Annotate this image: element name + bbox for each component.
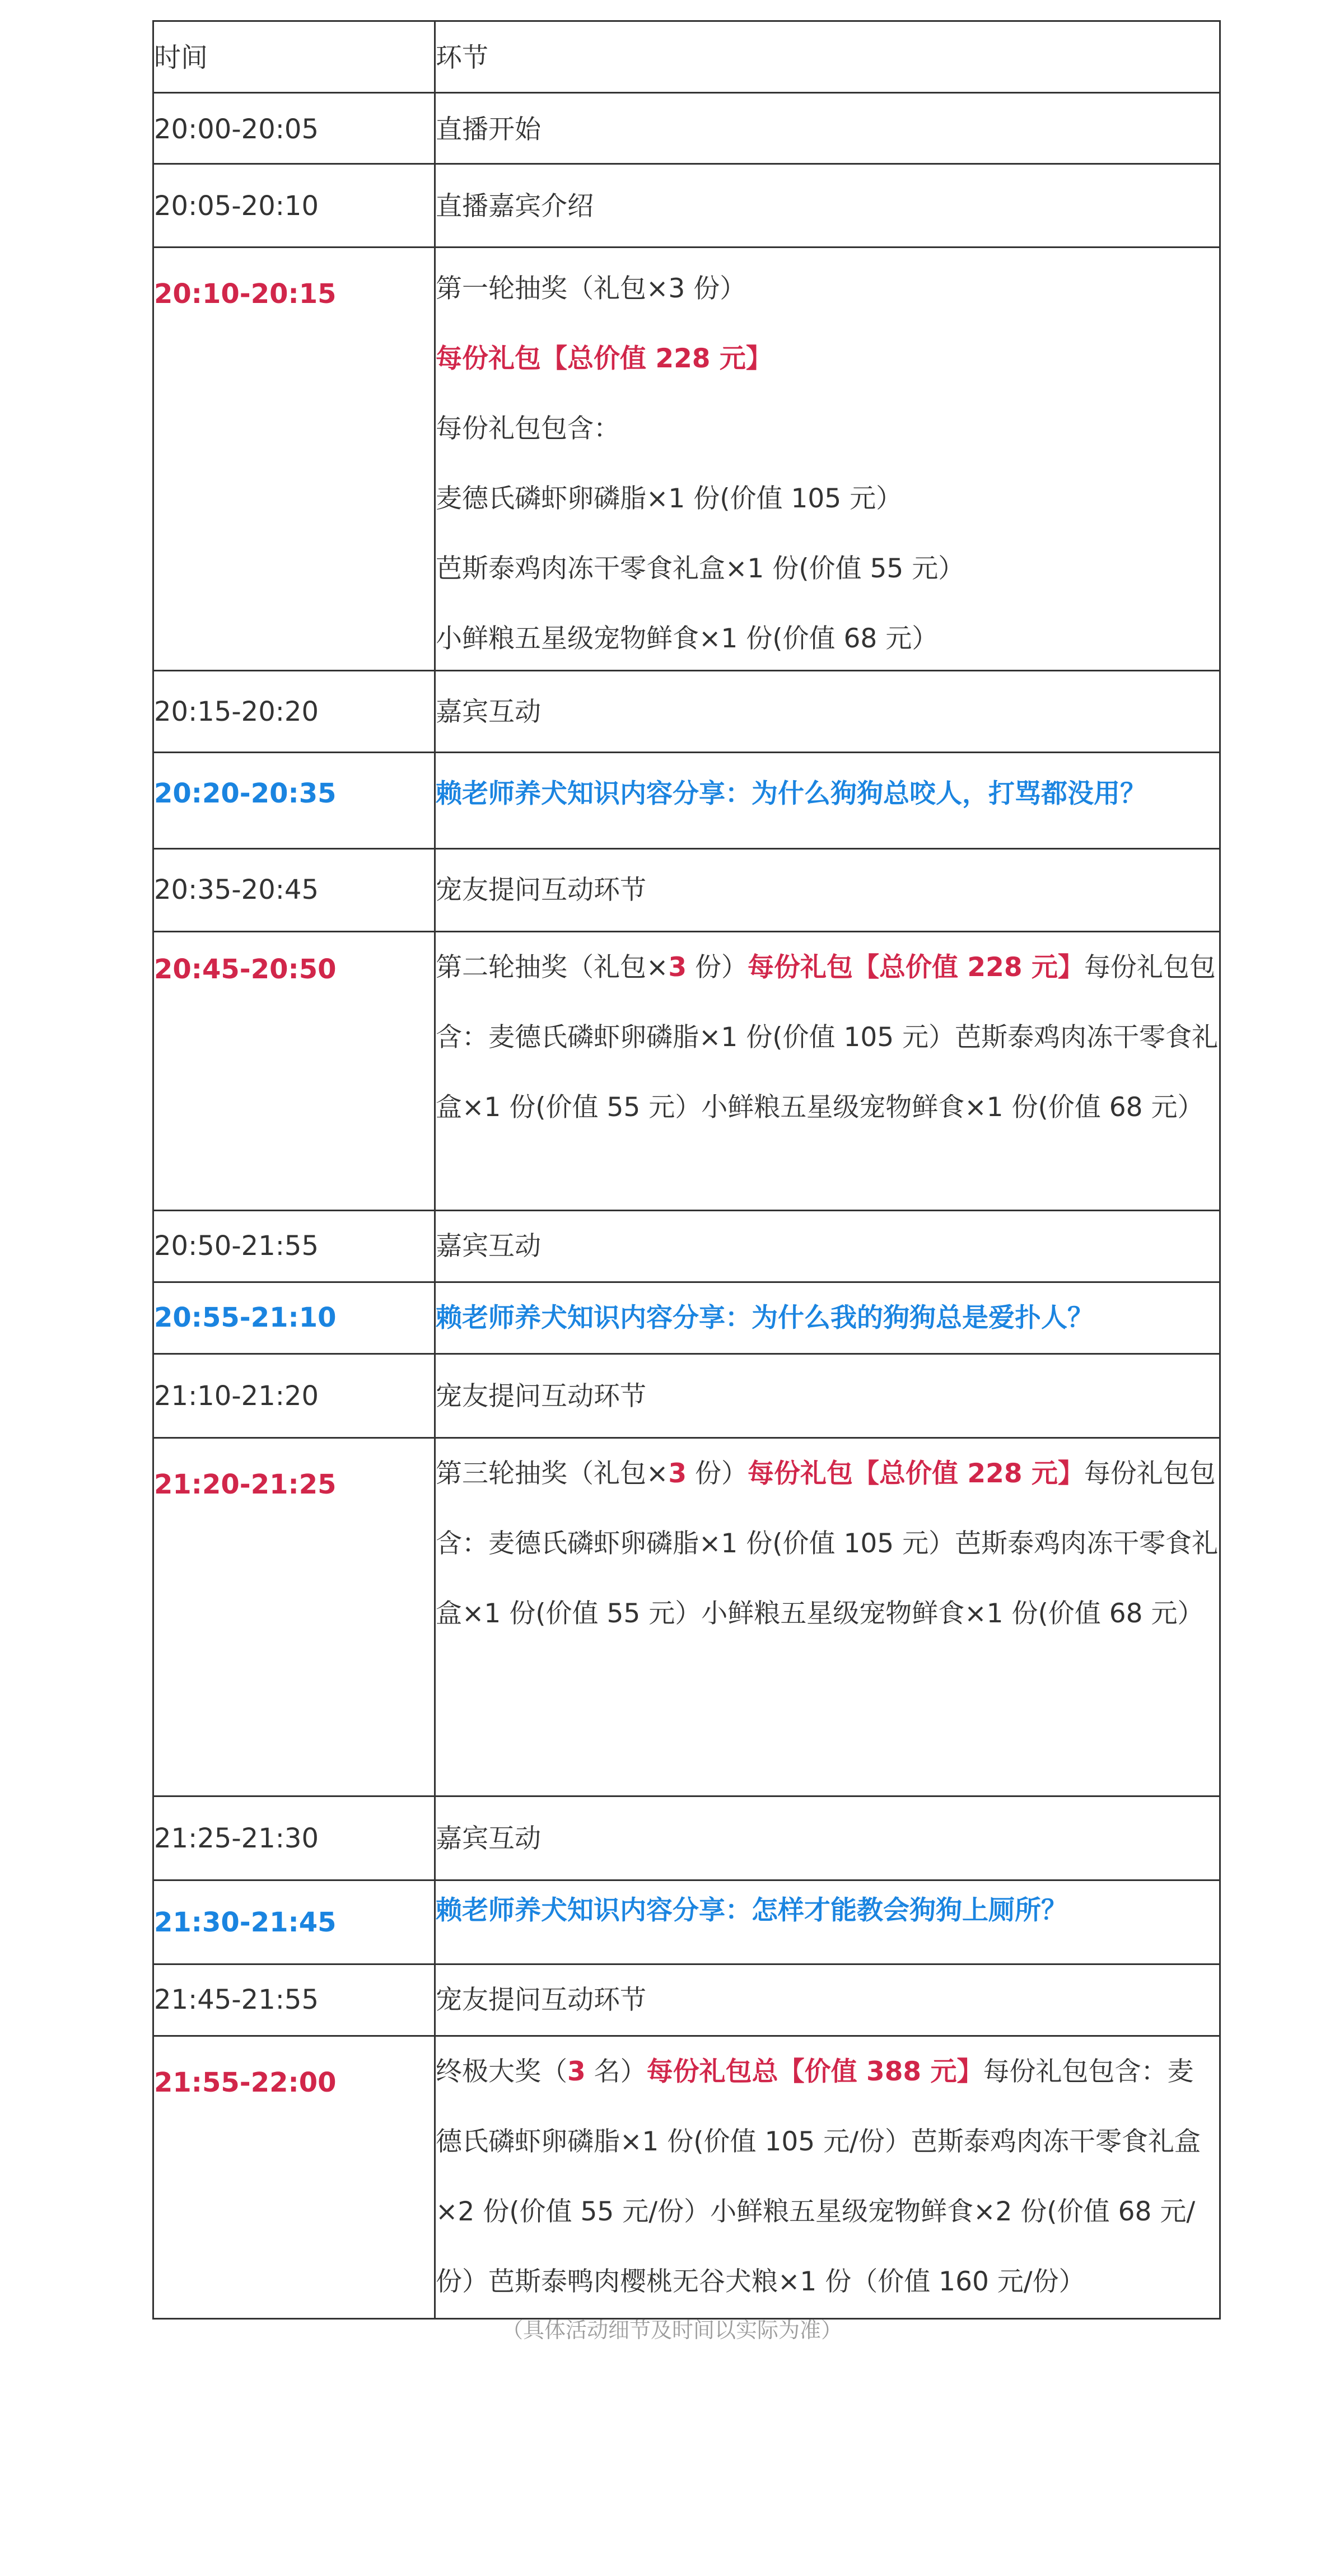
- table-row: [152, 92, 1221, 163]
- stage-text: 赖老师养犬知识内容分享：为什么我的狗狗总是爱扑人？: [436, 1303, 1094, 1333]
- stage-cell: [434, 932, 1219, 1210]
- prize-line: 第一轮抽奖（礼包×3 份）: [436, 273, 746, 304]
- time-text: 20:00-20:05: [154, 114, 319, 145]
- time-text: 21:30-21:45: [154, 1907, 337, 1938]
- header-time: 时间: [154, 42, 208, 73]
- time-cell: [154, 1881, 434, 1963]
- stage-cell: [434, 671, 1219, 752]
- prize-count: 3: [668, 1458, 687, 1489]
- time-text: 20:35-20:45: [154, 874, 319, 906]
- prize-text: 第二轮抽奖（礼包×: [436, 952, 669, 983]
- time-cell: [154, 1965, 434, 2035]
- prize-line: 芭斯泰鸡肉冻干零食礼盒×1 份(价值 55 元）: [436, 553, 965, 584]
- time-cell: [154, 2037, 434, 2318]
- time-cell: [154, 1211, 434, 1281]
- header-stage: 环节: [436, 43, 488, 73]
- time-text: 20:10-20:15: [154, 278, 337, 310]
- time-cell: [154, 753, 434, 848]
- stage-cell: [434, 1283, 1219, 1353]
- stage-text: 嘉宾互动: [436, 1231, 541, 1262]
- prize-text: 名）: [585, 2056, 647, 2087]
- time-cell: [154, 932, 434, 1210]
- prize-paragraph: [436, 2037, 1219, 2317]
- stage-text: 嘉宾互动: [436, 1823, 541, 1854]
- stage-cell: [434, 1439, 1219, 1795]
- prize-paragraph: [436, 932, 1219, 1142]
- prize-value-line: 每份礼包【总价值 228 元】: [436, 343, 772, 374]
- time-cell: [154, 1439, 434, 1795]
- time-cell: [154, 165, 434, 246]
- header-time-cell: [154, 22, 434, 92]
- prize-line: 每份礼包包含：: [436, 413, 620, 444]
- stage-cell: [434, 1881, 1219, 1963]
- stage-cell: [434, 1965, 1219, 2035]
- stage-text: 宠友提问互动环节: [436, 1985, 646, 2015]
- time-text: 20:50-21:55: [154, 1230, 319, 1262]
- table-row: [152, 1437, 1221, 1795]
- time-cell: [154, 248, 434, 670]
- stage-cell: [434, 2037, 1219, 2318]
- time-text: 21:55-22:00: [154, 2067, 337, 2098]
- prize-text: 第三轮抽奖（礼包×: [436, 1458, 669, 1489]
- time-cell: [154, 1283, 434, 1353]
- time-text: 20:15-20:20: [154, 696, 319, 727]
- stage-cell: [434, 165, 1219, 246]
- time-text: 21:20-21:25: [154, 1469, 337, 1500]
- time-cell: [154, 850, 434, 931]
- table-row: [152, 848, 1221, 931]
- table-row: [152, 1879, 1221, 1963]
- stage-cell: [434, 1211, 1219, 1281]
- stage-cell: [434, 753, 1219, 848]
- prize-text: 份）: [687, 1458, 748, 1489]
- stage-cell: [434, 1797, 1219, 1879]
- table-row: [152, 670, 1221, 752]
- time-text: 20:45-20:50: [154, 954, 337, 985]
- prize-text: 终极大奖（: [436, 2056, 567, 2087]
- time-text: 21:45-21:55: [154, 1984, 319, 2015]
- time-text: 20:05-20:10: [154, 190, 319, 222]
- time-cell: [154, 94, 434, 163]
- prize-text: 份）: [687, 952, 748, 983]
- table-row: [152, 163, 1221, 246]
- stage-cell: [434, 1355, 1219, 1437]
- table-row: [152, 1795, 1221, 1879]
- time-text: 20:20-20:35: [154, 778, 337, 809]
- table-header: [152, 20, 1221, 92]
- table-row: [152, 931, 1221, 1210]
- stage-text: 宠友提问互动环节: [436, 875, 646, 906]
- table-row: [152, 246, 1221, 670]
- prize-contents: 每份礼包包含：麦德氏磷虾卵磷脂×1 份(价值 105 元）芭斯泰鸡肉冻干零食礼盒×1 份(价值 55 元）小鲜粮五星级宠物鲜食×1 份(价值 68 元）: [436, 952, 1219, 1123]
- prize-value: 每份礼包【总价值 228 元】: [748, 952, 1084, 983]
- prize-line: 麦德氏磷虾卵磷脂×1 份(价值 105 元）: [436, 483, 903, 514]
- prize-count: 3: [567, 2056, 586, 2087]
- time-text: 21:25-21:30: [154, 1823, 319, 1854]
- footnote: （具体活动细节及时间以实际为准）: [501, 2318, 842, 2342]
- stage-text: 赖老师养犬知识内容分享：怎样才能教会狗狗上厕所？: [436, 1895, 1067, 1926]
- prize-paragraph: [436, 1439, 1219, 1649]
- table-row: [152, 1353, 1221, 1437]
- prize-contents: 每份礼包包含：麦德氏磷虾卵磷脂×1 份(价值 105 元）芭斯泰鸡肉冻干零食礼盒×1 份(价值 55 元）小鲜粮五星级宠物鲜食×1 份(价值 68 元）: [436, 1458, 1219, 1629]
- prize-line: 小鲜粮五星级宠物鲜食×1 份(价值 68 元）: [436, 623, 939, 654]
- prize-value: 每份礼包总【价值 388 元】: [646, 2056, 983, 2087]
- stage-text: 嘉宾互动: [436, 697, 541, 727]
- time-cell: [154, 671, 434, 752]
- time-text: 21:10-21:20: [154, 1380, 319, 1412]
- time-text: 20:55-21:10: [154, 1302, 337, 1333]
- prize-count: 3: [668, 952, 687, 983]
- table-row: [152, 1963, 1221, 2035]
- stage-text: 直播开始: [436, 114, 541, 145]
- header-stage-cell: [434, 22, 1219, 92]
- stage-text: 赖老师养犬知识内容分享：为什么狗狗总咬人，打骂都没用？: [436, 778, 1146, 809]
- time-cell: [154, 1355, 434, 1437]
- prize-value: 每份礼包【总价值 228 元】: [748, 1458, 1084, 1489]
- stage-cell: [434, 850, 1219, 931]
- stage-cell: [434, 94, 1219, 163]
- time-cell: [154, 1797, 434, 1879]
- table-row: [152, 1210, 1221, 1281]
- stage-cell: [434, 248, 1219, 670]
- table-row: [152, 1281, 1221, 1353]
- stage-text: 直播嘉宾介绍: [436, 191, 594, 222]
- stage-text: 宠友提问互动环节: [436, 1381, 646, 1412]
- table-row: [152, 2035, 1221, 2320]
- prize-contents: 每份礼包包含：麦德氏磷虾卵磷脂×1 份(价值 105 元/份）芭斯泰鸡肉冻干零食礼盒×2 份(价值 55 元/份）小鲜粮五星级宠物鲜食×2 份(价值 68 元/份）芭斯泰鸭肉樱桃无谷犬粮×1 份（价值 160 元/份）: [436, 2056, 1201, 2297]
- table-row: [152, 752, 1221, 848]
